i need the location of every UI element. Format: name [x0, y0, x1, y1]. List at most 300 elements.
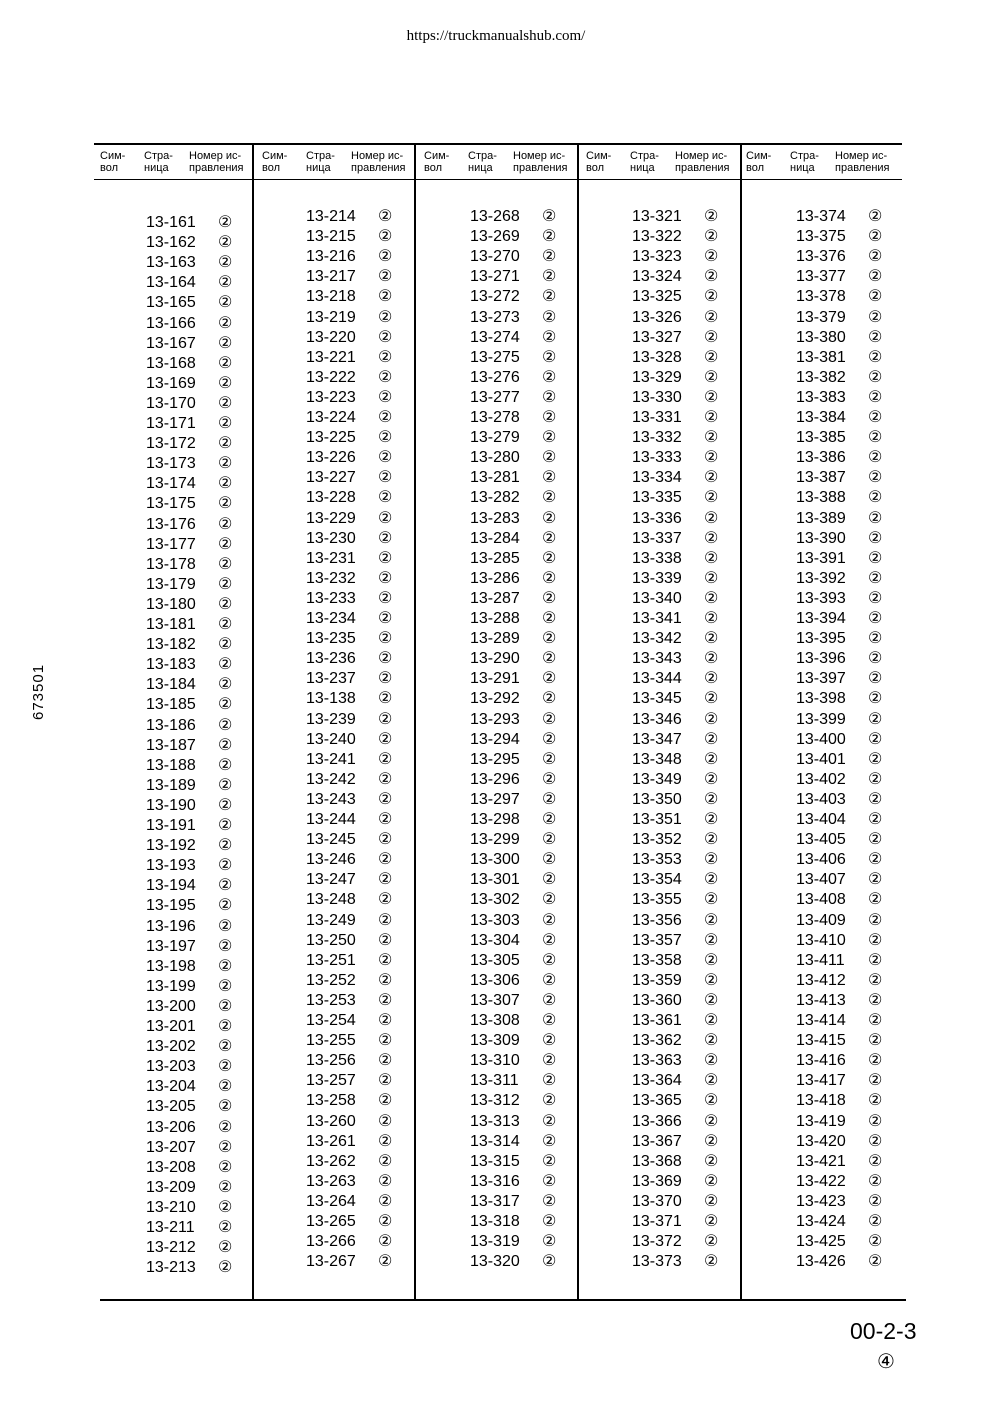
page-ref: 13-179 [146, 575, 196, 593]
revision-mark: ② [542, 770, 557, 788]
page-ref: 13-360 [632, 991, 682, 1009]
page-ref: 13-138 [306, 690, 356, 708]
revision-mark: ② [378, 911, 393, 929]
revision-mark: ② [704, 1072, 719, 1090]
revision-mark: ② [378, 549, 393, 567]
revision-mark: ② [868, 971, 883, 989]
page-ref: 13-195 [146, 897, 196, 915]
page-header: Стра- ница [790, 150, 819, 174]
page-ref: 13-274 [470, 328, 520, 346]
revision-mark: ② [542, 1032, 557, 1050]
page-ref: 13-351 [632, 811, 682, 828]
page-ref: 13-392 [796, 569, 846, 587]
page-ref: 13-381 [796, 348, 846, 366]
page-ref: 13-194 [146, 877, 196, 895]
page-ref: 13-173 [146, 455, 196, 473]
page-ref: 13-288 [470, 610, 520, 627]
revision-mark: ② [868, 891, 883, 909]
revision-mark: ② [542, 1172, 557, 1190]
revision-mark: ② [868, 610, 883, 627]
revision-mark: ② [868, 308, 883, 326]
page-ref: 13-417 [796, 1072, 846, 1090]
page-ref: 13-399 [796, 710, 846, 728]
revision-mark: ② [218, 676, 233, 694]
page-ref: 13-328 [632, 348, 682, 366]
page-ref: 13-366 [632, 1112, 682, 1130]
revision-mark: ② [378, 690, 393, 708]
page-ref: 13-266 [306, 1233, 356, 1251]
page-ref: 13-284 [470, 529, 520, 547]
page-ref: 13-327 [632, 328, 682, 346]
revision-mark: ② [542, 288, 557, 306]
page-ref: 13-210 [146, 1198, 196, 1216]
revision-mark: ② [378, 449, 393, 467]
revision-mark: ② [218, 334, 233, 352]
page-ref: 13-368 [632, 1152, 682, 1170]
revision-mark: ② [868, 931, 883, 949]
page-ref: 13-354 [632, 871, 682, 889]
revision-mark: ② [704, 951, 719, 969]
page-ref: 13-337 [632, 529, 682, 547]
page-ref: 13-318 [470, 1213, 520, 1230]
revision-mark: ② [218, 374, 233, 392]
page-ref: 13-245 [306, 831, 356, 849]
page-ref: 13-271 [470, 268, 520, 286]
page-ref: 13-377 [796, 268, 846, 286]
revision-mark: ② [868, 991, 883, 1009]
revision-mark: ② [542, 790, 557, 808]
page-ref: 13-395 [796, 630, 846, 648]
revision-mark: ② [218, 1219, 233, 1236]
revision-mark: ② [218, 1178, 233, 1196]
revision-mark: ② [378, 630, 393, 648]
revision-mark: ② [378, 991, 393, 1009]
revision-mark: ② [378, 1032, 393, 1050]
page-ref: 13-276 [470, 368, 520, 386]
revision-mark: ② [378, 1192, 393, 1210]
revision-mark: ② [378, 1213, 393, 1230]
page-ref: 13-174 [146, 475, 196, 493]
revision-mark: ② [704, 851, 719, 869]
revision-mark: ② [868, 208, 883, 225]
revision-mark: ② [868, 429, 883, 447]
revision-mark: ② [378, 730, 393, 748]
revision-mark: ② [218, 535, 233, 553]
revision-mark: ② [542, 851, 557, 869]
revision-mark: ② [542, 509, 557, 527]
page-ref: 13-387 [796, 469, 846, 487]
revision-mark: ② [218, 214, 233, 231]
page-ref: 13-330 [632, 388, 682, 406]
page-ref: 13-197 [146, 937, 196, 955]
page-ref: 13-323 [632, 248, 682, 266]
revision-mark: ② [542, 1052, 557, 1070]
page-ref: 13-294 [470, 730, 520, 748]
page-ref: 13-396 [796, 650, 846, 668]
revision-mark: ② [542, 730, 557, 748]
symbol-header: Сим- вол [586, 150, 612, 174]
page-ref: 13-309 [470, 1032, 520, 1050]
revision-mark: ② [378, 388, 393, 406]
page-ref: 13-369 [632, 1172, 682, 1190]
page-ref: 13-383 [796, 388, 846, 406]
revision-mark: ② [542, 670, 557, 688]
revision-mark: ② [218, 917, 233, 935]
page-header: Стра- ница [144, 150, 173, 174]
revision-mark: ② [542, 971, 557, 989]
revision-mark: ② [378, 1233, 393, 1251]
page-ref: 13-422 [796, 1172, 846, 1190]
revision-mark: ② [704, 1032, 719, 1050]
revision-mark: ② [378, 871, 393, 889]
revision-mark: ② [378, 409, 393, 426]
page-ref: 13-213 [146, 1259, 196, 1277]
revision-mark: ② [704, 509, 719, 527]
page-ref: 13-400 [796, 730, 846, 748]
revision-mark: ② [378, 1092, 393, 1110]
revision-mark: ② [218, 595, 233, 613]
revision-mark: ② [868, 569, 883, 587]
revision-mark: ② [378, 308, 393, 326]
page-ref: 13-180 [146, 595, 196, 613]
page-ref: 13-203 [146, 1058, 196, 1076]
page-ref: 13-364 [632, 1072, 682, 1090]
revision-mark: ② [868, 348, 883, 366]
page-ref: 13-191 [146, 817, 196, 834]
revision-mark: ② [704, 1132, 719, 1150]
revision-mark: ② [542, 348, 557, 366]
revision-mark: ② [704, 710, 719, 728]
revision-mark: ② [868, 1012, 883, 1029]
page-ref: 13-233 [306, 589, 356, 607]
page-ref: 13-260 [306, 1112, 356, 1130]
page-ref: 13-211 [146, 1219, 195, 1236]
page-ref: 13-290 [470, 650, 520, 668]
page-ref: 13-347 [632, 730, 682, 748]
page-ref: 13-223 [306, 388, 356, 406]
revision-mark: ② [542, 328, 557, 346]
revision-mark: ② [868, 630, 883, 648]
revision-mark: ② [218, 756, 233, 774]
column-divider [577, 143, 579, 1300]
revision-header: Номер ис- правления [189, 150, 244, 174]
page-ref: 13-338 [632, 549, 682, 567]
page-ref: 13-312 [470, 1092, 520, 1110]
revision-header: Номер ис- правления [835, 150, 890, 174]
table-top-rule [94, 143, 902, 145]
page-ref: 13-165 [146, 294, 196, 312]
page-ref: 13-341 [632, 610, 682, 627]
page-ref: 13-413 [796, 991, 846, 1009]
page-ref: 13-425 [796, 1233, 846, 1251]
column-divider [252, 143, 254, 1300]
page-ref: 13-329 [632, 368, 682, 386]
page-ref: 13-299 [470, 831, 520, 849]
page-ref: 13-331 [632, 409, 682, 426]
revision-mark: ② [218, 656, 233, 674]
revision-mark: ② [868, 549, 883, 567]
page-ref: 13-186 [146, 716, 196, 734]
page-ref: 13-419 [796, 1112, 846, 1130]
page-ref: 13-202 [146, 1038, 196, 1056]
page-ref: 13-251 [306, 951, 356, 969]
page-ref: 13-414 [796, 1012, 846, 1029]
revision-mark: ② [704, 549, 719, 567]
page-ref: 13-362 [632, 1032, 682, 1050]
page-ref: 13-239 [306, 710, 356, 728]
page-ref: 13-178 [146, 555, 196, 573]
page-ref: 13-370 [632, 1192, 682, 1210]
revision-mark: ② [378, 1112, 393, 1130]
revision-mark: ② [218, 1158, 233, 1176]
page-ref: 13-228 [306, 489, 356, 507]
page-ref: 13-319 [470, 1233, 520, 1251]
revision-mark: ② [378, 1132, 393, 1150]
revision-mark: ② [704, 770, 719, 788]
page-ref: 13-297 [470, 790, 520, 808]
revision-mark: ② [868, 409, 883, 426]
revision-mark: ② [218, 837, 233, 855]
revision-mark: ② [868, 529, 883, 547]
revision-mark: ② [704, 1052, 719, 1070]
revision-mark: ② [542, 750, 557, 768]
page-ref: 13-300 [470, 851, 520, 869]
page-ref: 13-401 [796, 750, 846, 768]
page-ref: 13-177 [146, 535, 196, 553]
page-ref: 13-268 [470, 208, 520, 225]
revision-mark: ② [704, 1213, 719, 1230]
revision-mark: ② [868, 1233, 883, 1251]
revision-mark: ② [218, 957, 233, 975]
page-ref: 13-212 [146, 1239, 196, 1257]
revision-mark: ② [704, 529, 719, 547]
page-ref: 13-169 [146, 374, 196, 392]
page-ref: 13-196 [146, 917, 196, 935]
page-ref: 13-229 [306, 509, 356, 527]
page-ref: 13-206 [146, 1118, 196, 1136]
revision-mark: ② [868, 1072, 883, 1090]
revision-mark: ② [868, 811, 883, 828]
revision-mark: ② [704, 931, 719, 949]
page-ref: 13-166 [146, 314, 196, 332]
revision-mark: ② [542, 1112, 557, 1130]
page-ref: 13-332 [632, 429, 682, 447]
page-ref: 13-334 [632, 469, 682, 487]
revision-mark: ② [542, 589, 557, 607]
page-ref: 13-384 [796, 409, 846, 426]
page-ref: 13-295 [470, 750, 520, 768]
page-ref: 13-412 [796, 971, 846, 989]
revision-mark: ② [704, 891, 719, 909]
revision-mark: ② [218, 1018, 233, 1035]
revision-mark: ② [868, 951, 883, 969]
page-ref: 13-357 [632, 931, 682, 949]
page-ref: 13-287 [470, 589, 520, 607]
revision-mark: ② [542, 690, 557, 708]
revision-mark: ② [542, 911, 557, 929]
revision-mark: ② [378, 208, 393, 225]
revision-mark: ② [704, 811, 719, 828]
revision-mark: ② [542, 449, 557, 467]
page-ref: 13-324 [632, 268, 682, 286]
revision-mark: ② [704, 368, 719, 386]
page-ref: 13-208 [146, 1158, 196, 1176]
revision-mark: ② [868, 1052, 883, 1070]
page-ref: 13-219 [306, 308, 356, 326]
revision-mark: ② [704, 1092, 719, 1110]
revision-mark: ② [868, 328, 883, 346]
page-ref: 13-181 [146, 616, 196, 633]
page-ref: 13-234 [306, 610, 356, 627]
page-ref: 13-184 [146, 676, 196, 694]
revision-mark: ② [378, 489, 393, 507]
page-ref: 13-164 [146, 274, 196, 292]
revision-mark: ② [542, 1233, 557, 1251]
header-url: https://truckmanualshub.com/ [406, 28, 586, 44]
page-ref: 13-277 [470, 388, 520, 406]
revision-mark: ② [378, 1012, 393, 1029]
page-ref: 13-344 [632, 670, 682, 688]
page-ref: 13-270 [470, 248, 520, 266]
page-ref: 13-356 [632, 911, 682, 929]
symbol-header: Сим- вол [424, 150, 450, 174]
revision-mark: ② [868, 1092, 883, 1110]
revision-mark: ② [378, 509, 393, 527]
page-ref: 13-303 [470, 911, 520, 929]
revision-mark: ② [218, 435, 233, 453]
page-ref: 13-325 [632, 288, 682, 306]
revision-mark: ② [868, 750, 883, 768]
page-ref: 13-256 [306, 1052, 356, 1070]
page-ref: 13-343 [632, 650, 682, 668]
revision-mark: ② [704, 670, 719, 688]
revision-mark: ② [218, 294, 233, 312]
page-ref: 13-402 [796, 770, 846, 788]
revision-mark: ② [542, 228, 557, 246]
page-ref: 13-201 [146, 1018, 196, 1035]
page-ref: 13-306 [470, 971, 520, 989]
page-ref: 13-372 [632, 1233, 682, 1251]
page-ref: 13-222 [306, 368, 356, 386]
revision-mark: ② [704, 208, 719, 225]
page-ref: 13-163 [146, 254, 196, 272]
revision-mark: ② [542, 1132, 557, 1150]
revision-mark: ② [704, 610, 719, 627]
page-ref: 13-218 [306, 288, 356, 306]
revision-mark: ② [868, 268, 883, 286]
revision-mark: ② [542, 368, 557, 386]
page-ref: 13-235 [306, 630, 356, 648]
revision-mark: ② [218, 817, 233, 834]
revision-mark: ② [218, 314, 233, 332]
revision-mark: ② [868, 509, 883, 527]
revision-mark: ② [704, 288, 719, 306]
revision-mark: ② [704, 449, 719, 467]
page-ref: 13-161 [146, 214, 196, 231]
revision-mark: ② [218, 716, 233, 734]
symbol-header: Сим- вол [746, 150, 772, 174]
page-number: 00-2-3 [850, 1318, 917, 1344]
page-ref: 13-407 [796, 871, 846, 889]
page-ref: 13-247 [306, 871, 356, 889]
page-ref: 13-216 [306, 248, 356, 266]
page-ref: 13-236 [306, 650, 356, 668]
revision-mark: ② [378, 931, 393, 949]
revision-mark: ② [378, 710, 393, 728]
page-ref: 13-185 [146, 696, 196, 714]
page-ref: 13-246 [306, 851, 356, 869]
revision-mark: ② [218, 877, 233, 895]
page-ref: 13-313 [470, 1112, 520, 1130]
page-ref: 13-267 [306, 1253, 356, 1271]
page-ref: 13-172 [146, 435, 196, 453]
revision-mark: ② [218, 1038, 233, 1056]
revision-mark: ② [542, 409, 557, 426]
revision-mark: ② [218, 1239, 233, 1257]
page-ref: 13-269 [470, 228, 520, 246]
page-ref: 13-373 [632, 1253, 682, 1271]
revision-mark: ② [704, 1233, 719, 1251]
page-ref: 13-317 [470, 1192, 520, 1210]
page-ref: 13-374 [796, 208, 846, 225]
page-ref: 13-248 [306, 891, 356, 909]
revision-mark: ② [868, 449, 883, 467]
page-ref: 13-252 [306, 971, 356, 989]
page-ref: 13-232 [306, 569, 356, 587]
page-ref: 13-342 [632, 630, 682, 648]
revision-mark: ② [868, 1213, 883, 1230]
revision-mark: ② [542, 931, 557, 949]
revision-number: ④ [877, 1351, 895, 1373]
revision-mark: ② [378, 328, 393, 346]
page-ref: 13-183 [146, 656, 196, 674]
page-ref: 13-388 [796, 489, 846, 507]
page-ref: 13-416 [796, 1052, 846, 1070]
page-ref: 13-273 [470, 308, 520, 326]
page-ref: 13-240 [306, 730, 356, 748]
revision-mark: ② [542, 388, 557, 406]
revision-mark: ② [542, 308, 557, 326]
page-ref: 13-406 [796, 851, 846, 869]
revision-mark: ② [542, 1092, 557, 1110]
revision-mark: ② [218, 1118, 233, 1136]
revision-mark: ② [218, 736, 233, 754]
revision-mark: ② [542, 248, 557, 266]
revision-mark: ② [704, 589, 719, 607]
revision-mark: ② [868, 1032, 883, 1050]
page-ref: 13-321 [632, 208, 682, 225]
revision-mark: ② [868, 670, 883, 688]
page-ref: 13-254 [306, 1012, 356, 1029]
revision-mark: ② [542, 1213, 557, 1230]
revision-mark: ② [868, 388, 883, 406]
revision-mark: ② [378, 670, 393, 688]
page-ref: 13-258 [306, 1092, 356, 1110]
revision-mark: ② [218, 796, 233, 814]
page-ref: 13-263 [306, 1172, 356, 1190]
page-ref: 13-298 [470, 811, 520, 828]
page-ref: 13-333 [632, 449, 682, 467]
revision-mark: ② [704, 971, 719, 989]
page-ref: 13-190 [146, 796, 196, 814]
revision-mark: ② [704, 991, 719, 1009]
page-ref: 13-225 [306, 429, 356, 447]
column-divider [414, 143, 416, 1300]
page-ref: 13-241 [306, 750, 356, 768]
revision-mark: ② [378, 750, 393, 768]
page-ref: 13-255 [306, 1032, 356, 1050]
revision-mark: ② [542, 1152, 557, 1170]
